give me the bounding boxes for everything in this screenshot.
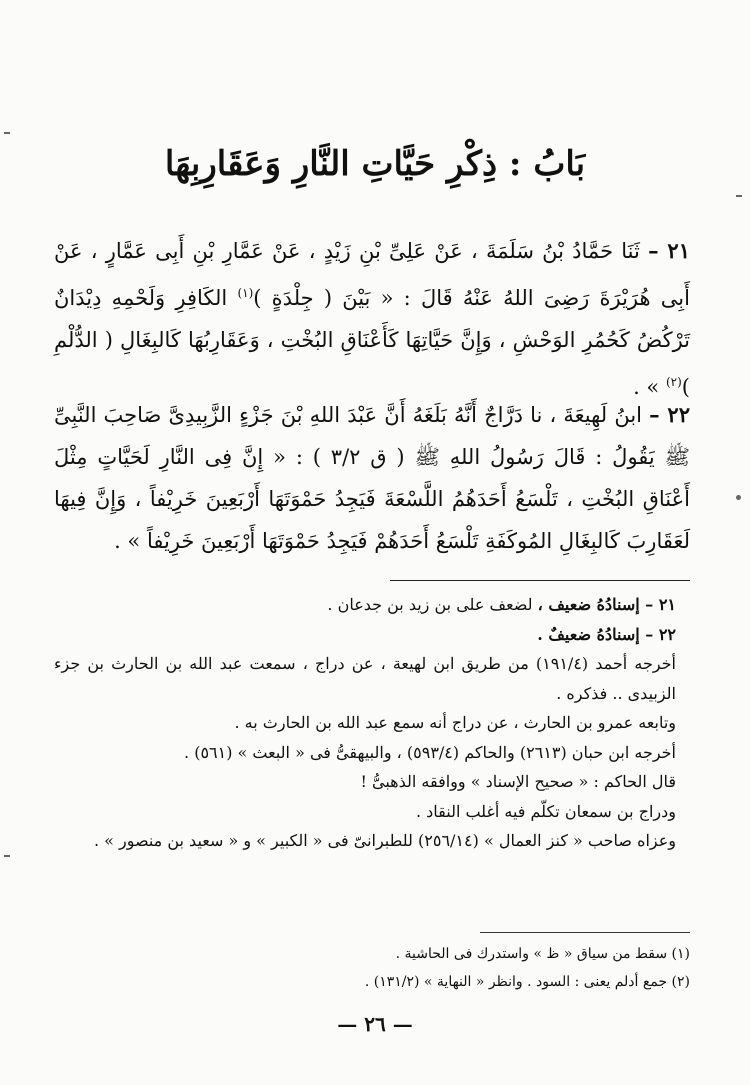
hadith-21	[54, 230, 690, 408]
hadith-22	[54, 394, 690, 562]
hadith-22-text-a: ابنُ لَهِيعَةَ ، نا دَرَّاجٌ أَنَّهُ بَلَغَهُ أَنَّ عَبْدَ اللهِ بْنَ جَزْءٍ الزَّبِيدِىَّ صَاحِبَ النَّبِىِّ ﷺ يَقُولُ : قَالَ رَسُولُ اللهِ ﷺ	[54, 403, 690, 469]
note-21	[54, 590, 690, 620]
hadith-21-number: ٢١ –	[648, 238, 690, 263]
hadith-22-number: ٢٢ –	[649, 402, 690, 427]
note-21-label: ٢١ – إسنادُهُ ضعيف ،	[537, 595, 676, 614]
note-line-1: أخرجه أحمد (١٩١/٤) من طريق ابن لهيعة ، عن دراج ، سمعت عبد الله بن الحارث بن جزء الزبيدى .. فذكره .	[54, 654, 677, 703]
footnote-ref-2: (٢)	[665, 375, 682, 389]
hadith-22-text-b: : « إِنَّ فِى النَّارِ لَحَيَّاتٍ مِثْلَ أَعْنَاقِ البُخْتِ ، تَلْسَعُ أَحَدَهُمُ اللَّسْعَةَ فَيَجِدُ حَمْوَتَهَا أَرْبَعِينَ خَرِيْفاً ، وَإِنَّ فِيهَا لَعَقَارِبَ كَالبِغَالِ المُوكَفَةِ تَلْسَعُ أَحَدَهُمْ فَيَجِدُ حَمْوَتَهَا أَرْبَعِينَ خَرِيْفاً » .	[54, 445, 690, 553]
hadith-21-text-c: » .	[633, 375, 660, 399]
hadith-21-text-a: ثَنَا حَمَّادُ بْنُ سَلَمَةَ ، عَنْ عَلِىِّ بْنِ زَيْدٍ ، عَنْ عَمَّارِ بْنِ أَبِى عَمَّارٍ ، عَنْ أَبِى هُرَيْرَةَ رَضِىَ اللهُ عَنْهُ قَالَ : « بَيْنَ ( جِلْدَةٍ )	[54, 239, 690, 310]
note-22-label: ٢٢ – إسنادُهُ ضعيفٌ .	[537, 624, 676, 644]
notes-divider	[390, 580, 690, 581]
note-line-5: ودراج بن سمعان تكلّم فيه أغلب النقاد .	[415, 801, 676, 821]
scan-mark	[736, 495, 741, 500]
footnotes	[54, 940, 690, 996]
scan-mark	[736, 195, 742, 197]
manuscript-ref: ( ق ٣/٢ )	[312, 445, 405, 469]
note-line-4: قال الحاكم : « صحيح الإسناد » ووافقه الذهبىُّ !	[360, 772, 676, 791]
note-line-2: وتابعه عمرو بن الحارث ، عن دراج أنه سمع عبد الله بن الحارث به .	[234, 713, 676, 732]
takhrij-notes	[54, 590, 690, 856]
note-line-6: وعزاه صاحب « كنز العمال » (٢٥٦/١٤) للطبرانىّ فى « الكبير » و « سعيد بن منصور » .	[93, 831, 676, 850]
note-21-text: لضعف على بن زيد بن جدعان .	[327, 595, 533, 614]
hadith-21-text-b: الكَافِرِ وَلَحْمِهِ دِيْدَانٌ تَرْكُضُ كَحُمُرِ الوَحْشِ ، وَإِنَّ حَيَّاتِهَا كَأَعْنَاقِ البُخْتِ ، وَعَقَارِبُهَا كَالبِغَالِ ( الدُّلْمِ )	[54, 286, 690, 399]
note-line-3: أخرجه ابن حبان (٢٦١٣) والحاكم (٥٩٣/٤) ، والبيهقىُّ فى « البعث » (٥٦١) .	[184, 742, 676, 762]
page-number: — ٢٦ —	[337, 1012, 413, 1036]
footnote-ref-1: (١)	[237, 286, 254, 300]
footnote-1: (١) سقط من سياق « ظ » واستدرك فى الحاشية .	[395, 946, 690, 962]
scan-mark	[4, 855, 10, 857]
footnote-2: (٢) جمع أدلم يعنى : السود . وانظر « النهاية » (١٣١/٢) .	[364, 974, 690, 990]
chapter-title: بَابُ : ذِكْرِ حَيَّاتِ النَّارِ وَعَقَارِبِهَا	[164, 144, 586, 184]
scan-mark	[4, 132, 10, 134]
footnote-divider	[480, 932, 690, 933]
